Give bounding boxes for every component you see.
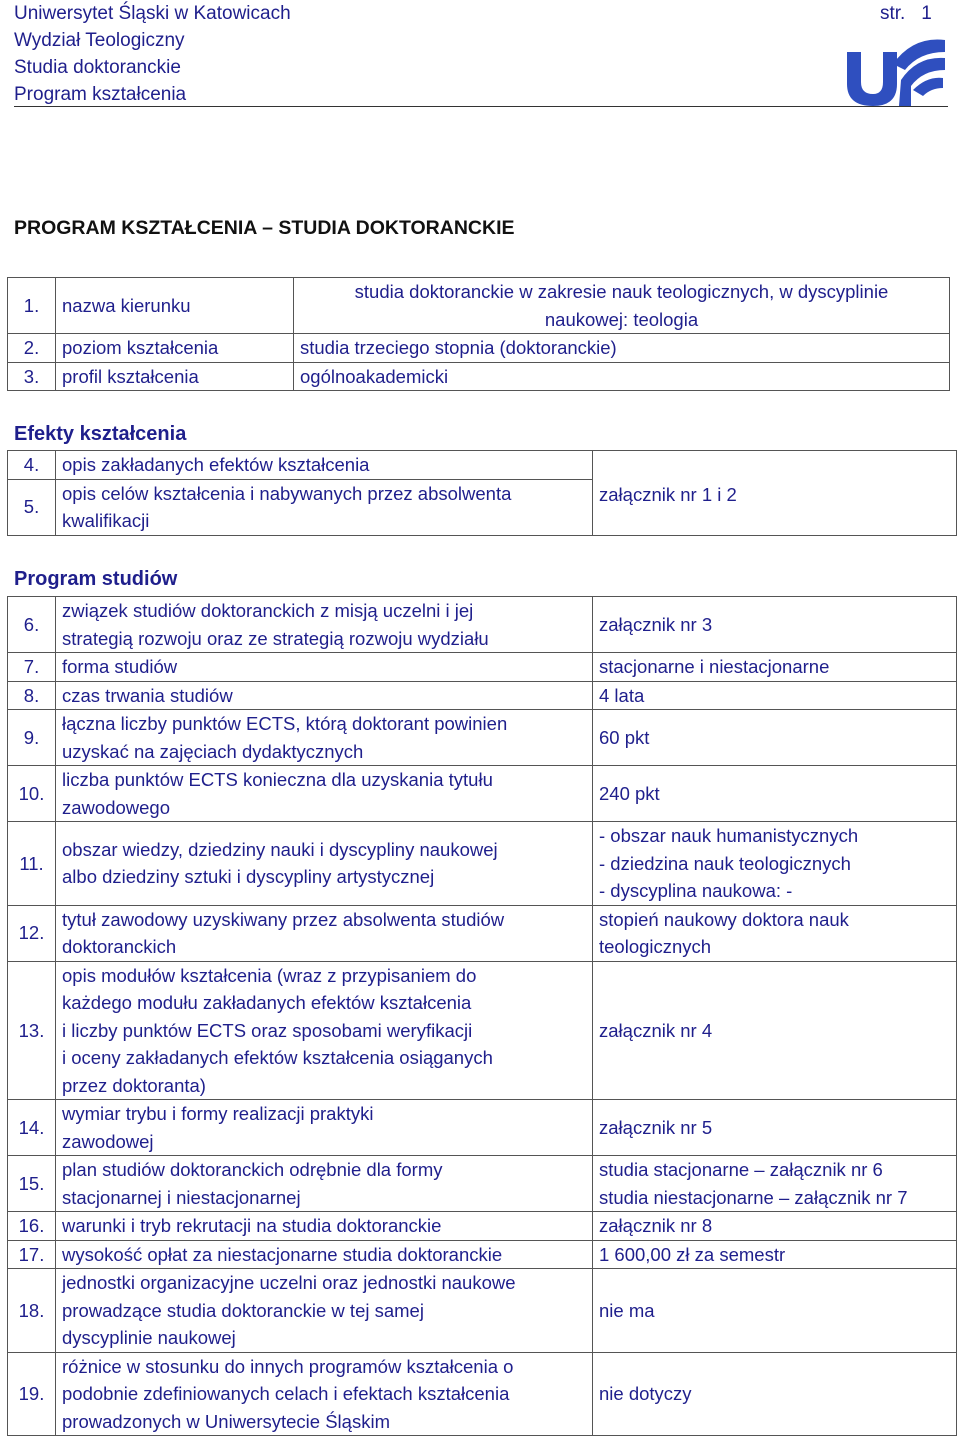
row-number: 13. [8,961,56,1100]
header-divider [14,106,948,107]
row-number: 15. [8,1156,56,1212]
row-number: 4. [8,451,56,480]
row-label-line: zawodowego [62,796,170,818]
row-label [56,766,593,822]
row-label [56,681,593,710]
row-value-line: studia doktoranckie w zakresie nauk teologicznych, w dyscyplinie [354,281,889,302]
program-basics-table [7,277,950,391]
row-value-line: nie dotyczy [599,1383,692,1404]
row-value-line: naukowej: teologia [544,308,699,330]
table-row [8,1212,957,1241]
page-header [14,0,291,108]
row-label-line: strategią rozwoju oraz ze strategią rozwoju wydziału [62,627,489,649]
table-row [8,278,950,334]
row-number: 7. [8,653,56,682]
row-label-line: obszar wiedzy, dziedziny nauki i dyscypliny naukowej [62,838,498,860]
row-number: 8. [8,681,56,710]
row-value [593,1269,957,1353]
row-label-line: różnice w stosunku do innych programów kształcenia o [62,1355,514,1377]
row-number: 6. [8,597,56,653]
table-row [8,1352,957,1436]
faculty-name: Wydział Teologiczny [14,30,185,51]
row-label-line: opis celów kształcenia i nabywanych przez absolwenta [62,482,512,504]
row-label [56,1352,593,1436]
study-program-table [7,596,957,1436]
row-value [593,653,957,682]
row-label-line: forma studiów [62,656,178,677]
row-label: profil kształcenia [56,362,294,391]
table-row [8,362,950,391]
row-value [593,766,957,822]
row-label [56,905,593,961]
row-label-line: dyscyplinie naukowej [62,1327,236,1348]
row-value-line: teologicznych [599,936,712,957]
row-number: 2. [8,334,56,363]
table-row [8,1240,957,1269]
row-number: 5. [8,479,56,535]
row-value [593,597,957,653]
row-value-line: 1 600,00 zł za semestr [599,1243,786,1265]
row-label [56,1269,593,1353]
row-label-line: warunki i tryb rekrutacji na studia doktoranckie [62,1215,442,1236]
row-number: 1. [8,278,56,334]
table-row [8,766,957,822]
row-label-line: i oceny zakładanych efektów kształcenia osiąganych [62,1047,493,1068]
row-value-line: załącznik nr 3 [599,613,713,635]
row-label-line: opis modułów kształcenia (wraz z przypisaniem do [62,964,477,986]
row-value [294,334,950,363]
row-label-line: doktoranckich [62,936,177,957]
table-row [8,1100,957,1156]
row-number: 14. [8,1100,56,1156]
section-effects-heading: Efekty kształcenia [14,423,187,445]
row-label-line: prowadzonych w Uniwersytecie Śląskim [62,1410,390,1432]
row-label-line: jednostki organizacyjne uczelni oraz jednostki naukowe [62,1272,516,1293]
row-label [56,710,593,766]
row-label-line: prowadzące studia doktoranckie w tej samej [62,1299,424,1321]
row-value-line: stopień naukowy doktora nauk [599,908,849,930]
table-row [8,822,957,906]
row-label [56,653,593,682]
row-label-line: opis zakładanych efektów kształcenia [62,454,370,475]
row-label-line: i liczby punktów ECTS oraz sposobami weryfikacji [62,1019,473,1041]
row-value [593,1100,957,1156]
table-row [8,681,957,710]
row-label-line: łączna liczby punktów ECTS, którą doktorant powinien [62,713,508,734]
row-label-line: wysokość opłat za niestacjonarne studia doktoranckie [62,1243,503,1265]
row-label-line: każdego modułu zakładanych efektów kształcenia [62,992,472,1013]
row-number: 16. [8,1212,56,1241]
row-label-line: plan studiów doktoranckich odrębnie dla formy [62,1159,443,1180]
row-label [56,1100,593,1156]
row-label [56,451,593,480]
row-value-line: 240 pkt [599,782,660,804]
row-value [593,905,957,961]
row-value-line: załącznik nr 8 [599,1215,713,1236]
table-row [8,710,957,766]
section-program-heading: Program studiów [14,568,178,590]
row-label-line: kwalifikacji [62,510,150,531]
row-value-line: załącznik nr 4 [599,1019,713,1041]
row-label-line: liczba punktów ECTS konieczna dla uzyskania tytułu [62,769,493,790]
table-row [8,451,957,480]
row-value [593,1156,957,1212]
row-value [593,1212,957,1241]
row-label [56,822,593,906]
row-label [56,479,593,535]
row-label-line: wymiar trybu i formy realizacji praktyki [62,1103,374,1124]
page-number [880,0,932,27]
studies-name: Studia doktoranckie [14,57,181,78]
row-number: 12. [8,905,56,961]
row-value-line: studia stacjonarne – załącznik nr 6 [599,1159,883,1180]
program-name: Program kształcenia [14,84,187,105]
row-label-line: tytuł zawodowy uzyskiwany przez absolwenta studiów [62,908,505,930]
row-label-line: uzyskać na zajęciach dydaktycznych [62,740,364,762]
page-label: str. [880,3,906,24]
row-value [294,362,950,391]
row-number: 19. [8,1352,56,1436]
table-row [8,961,957,1100]
row-value [593,961,957,1100]
row-value-line: studia trzeciego stopnia (doktoranckie) [300,337,617,358]
row-label: poziom kształcenia [56,334,294,363]
row-value [593,681,957,710]
row-value-line: ogólnoakademicki [300,365,449,387]
row-label-line: czas trwania studiów [62,684,233,706]
row-value [593,1240,957,1269]
row-label-line: albo dziedziny sztuki i dyscypliny artystycznej [62,866,435,888]
row-value [593,822,957,906]
row-value-line: nie ma [599,1299,655,1321]
row-label [56,1240,593,1269]
row-number: 11. [8,822,56,906]
table-row [8,653,957,682]
row-value-line: załącznik nr 5 [599,1116,713,1138]
row-value-line: - dyscyplina naukowa: - [599,880,793,901]
row-label-line: stacjonarnej i niestacjonarnej [62,1186,301,1208]
row-value: załącznik nr 1 i 2 [593,451,957,536]
table-row [8,1156,957,1212]
row-value [593,1352,957,1436]
row-label-line: podobnie zdefiniowanych celach i efektach kształcenia [62,1383,510,1404]
row-value-line: 4 lata [599,684,645,706]
row-value-line: studia niestacjonarne – załącznik nr 7 [599,1186,908,1208]
row-value [294,278,950,334]
university-logo [843,30,947,108]
row-label-line: związek studiów doktoranckich z misją uczelni i jej [62,600,474,621]
row-label-line: zawodowej [62,1130,154,1152]
row-value-line: 60 pkt [599,726,650,748]
row-label [56,961,593,1100]
row-value-line: stacjonarne i niestacjonarne [599,656,830,677]
row-number: 3. [8,362,56,391]
learning-effects-table [7,450,957,536]
table-row [8,1269,957,1353]
row-value-line: - dziedzina nauk teologicznych [599,852,851,874]
row-number: 18. [8,1269,56,1353]
row-label-line: przez doktoranta) [62,1074,206,1096]
row-number: 9. [8,710,56,766]
table-row [8,905,957,961]
row-number: 10. [8,766,56,822]
table-row [8,334,950,363]
page-title: PROGRAM KSZTAŁCENIA – STUDIA DOKTORANCKIE [14,217,515,239]
row-value [593,710,957,766]
row-label: nazwa kierunku [56,278,294,334]
row-label [56,1212,593,1241]
row-label [56,1156,593,1212]
page-number-value: 1 [921,3,932,24]
row-label [56,597,593,653]
table-row [8,597,957,653]
row-number: 17. [8,1240,56,1269]
university-name: Uniwersytet Śląski w Katowicach [14,3,291,24]
row-value-line: - obszar nauk humanistycznych [599,825,859,846]
